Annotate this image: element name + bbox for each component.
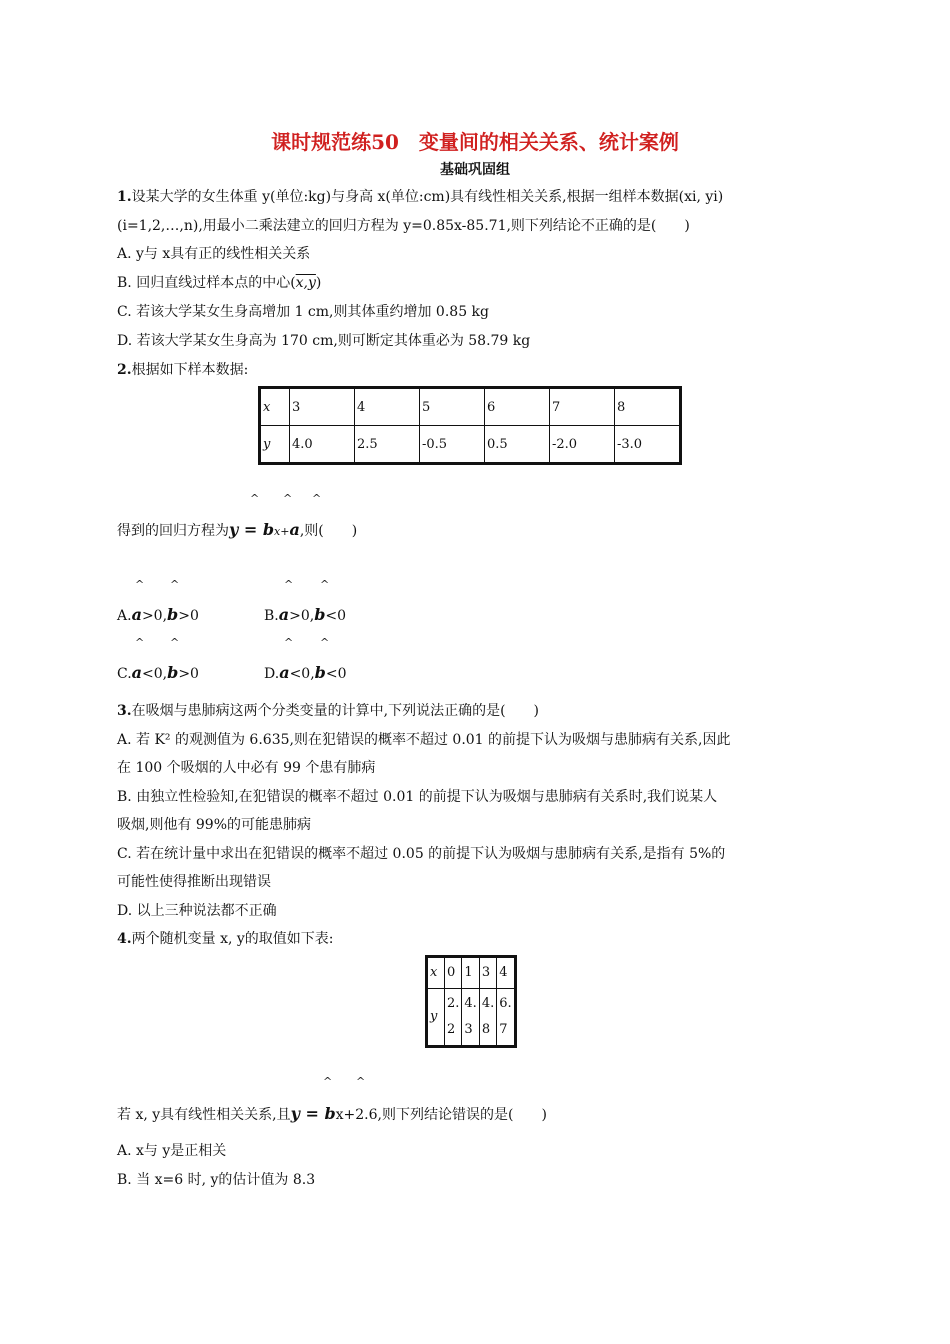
table-cell: 4 xyxy=(355,388,420,426)
hat-mark: ^ xyxy=(312,492,322,505)
table-cell: 6 xyxy=(485,388,550,426)
q2-option-c: C.a<0,b>0 xyxy=(117,663,199,682)
q1-stem-line1 xyxy=(117,188,723,206)
hat-mark: ^ xyxy=(250,492,260,505)
section-subtitle: 基础巩固组 xyxy=(440,162,510,178)
q3-option-b-line1: B. 由独立性检验知,在犯错误的概率不超过 0.01 的前提下认为吸烟与患肺病有关系时,我们说某人 xyxy=(117,789,718,805)
q4-eq-prefix: 若 x, y具有线性相关关系,且 xyxy=(117,1107,291,1123)
q2-eq-y: y xyxy=(229,520,239,539)
q4-eq-y: y xyxy=(290,1104,300,1123)
q1-option-a: A. y与 x具有正的线性相关关系 xyxy=(117,246,311,262)
table-cell: 0 xyxy=(445,957,462,989)
table-cell: 2.5 xyxy=(355,426,420,464)
q1-stem-tail: i, yi) xyxy=(691,189,724,205)
table-header-x: x xyxy=(427,957,445,989)
q3-option-b-line2: 吸烟,则他有 99%的可能患肺病 xyxy=(117,817,312,833)
table-header-x: x xyxy=(260,388,290,426)
q1-stem-line2: (i=1,2,…,n),用最小二乘法建立的回归方程为 y=0.85x-85.71,则下列结论不正确的是( ) xyxy=(117,218,690,234)
table-row-x xyxy=(427,957,516,989)
q1-option-b-text: B. 回归直线过样本点的中心( xyxy=(117,275,296,291)
table-cell: 5 xyxy=(420,388,485,426)
page-title: 课时规范练50 变量间的相关关系、统计案例 xyxy=(271,130,679,154)
table-row-y xyxy=(260,426,681,464)
q4-option-b: B. 当 x=6 时, y的估计值为 8.3 xyxy=(117,1172,316,1188)
q2-eq-b: b xyxy=(262,520,275,539)
table-row-x xyxy=(260,388,681,426)
table-cell: 2.2 xyxy=(445,989,462,1047)
q2-eq-equals: = xyxy=(238,520,263,539)
q4-stem-text: 两个随机变量 x, y的取值如下表: xyxy=(131,931,334,947)
q3-stem-text: 在吸烟与患肺病这两个分类变量的计算中,下列说法正确的是( ) xyxy=(131,703,539,719)
table-cell: -3.0 xyxy=(615,426,681,464)
q2-stem xyxy=(117,361,248,379)
hat-mark: ^ xyxy=(284,578,294,591)
table-cell: -2.0 xyxy=(550,426,615,464)
hat-mark: ^ xyxy=(320,578,330,591)
q1-option-b-center: x,y xyxy=(295,275,316,291)
hat-mark: ^ xyxy=(356,1075,366,1088)
q4-option-a: A. x与 y是正相关 xyxy=(117,1143,227,1159)
table-cell: 0.5 xyxy=(485,426,550,464)
q2-eq-suffix: ,则( ) xyxy=(299,523,358,539)
table-cell: 4.3 xyxy=(462,989,479,1047)
q2-equation-line xyxy=(117,521,357,541)
q3-option-a-line2: 在 100 个吸烟的人中必有 99 个患有肺病 xyxy=(117,760,376,776)
q2-eq-x: x+ xyxy=(274,525,290,538)
q4-data-table xyxy=(425,955,517,1048)
q4-stem xyxy=(117,930,334,948)
q2-number: 2. xyxy=(117,362,132,378)
q3-option-a-line1: A. 若 K² 的观测值为 6.635,则在犯错误的概率不超过 0.01 的前提下认为吸烟与患肺病有关系,因此 xyxy=(117,732,731,748)
q2-eq-a: a xyxy=(289,520,300,539)
hat-mark: ^ xyxy=(135,578,145,591)
hat-mark: ^ xyxy=(323,1075,333,1088)
table-cell: 4.8 xyxy=(479,989,496,1047)
q2-option-d: D.a<0,b<0 xyxy=(264,663,347,682)
hat-mark: ^ xyxy=(284,636,294,649)
q3-number: 3. xyxy=(117,703,132,719)
q4-number: 4. xyxy=(117,931,132,947)
table-cell: 4 xyxy=(497,957,515,989)
table-cell: 3 xyxy=(479,957,496,989)
q2-data-table xyxy=(258,386,682,465)
q2-option-a: A.a>0,b>0 xyxy=(117,605,199,624)
hat-mark: ^ xyxy=(320,636,330,649)
table-header-y: y xyxy=(427,989,445,1047)
table-cell: 4.0 xyxy=(290,426,355,464)
hat-mark: ^ xyxy=(135,636,145,649)
table-header-y: y xyxy=(260,426,290,464)
q2-stem-text: 根据如下样本数据: xyxy=(131,362,249,378)
q3-option-d: D. 以上三种说法都不正确 xyxy=(117,903,277,919)
q4-eq-equals: = xyxy=(299,1104,325,1123)
q2-eq-prefix: 得到的回归方程为 xyxy=(117,523,229,539)
q1-stem-text: 设某大学的女生体重 y(单位:kg)与身高 x(单位:cm)具有线性相关关系,根据一组样本数据(x xyxy=(131,189,692,205)
q2-option-b: B.a>0,b<0 xyxy=(264,605,347,624)
table-cell: 3 xyxy=(290,388,355,426)
table-cell: -0.5 xyxy=(420,426,485,464)
table-cell: 8 xyxy=(615,388,681,426)
q3-option-c-line1: C. 若在统计量中求出在犯错误的概率不超过 0.05 的前提下认为吸烟与患肺病有关系,是指有 5%的 xyxy=(117,846,726,862)
hat-mark: ^ xyxy=(170,578,180,591)
q4-eq-b: b xyxy=(324,1104,336,1123)
q3-option-c-line2: 可能性使得推断出现错误 xyxy=(117,874,271,890)
table-cell: 6.7 xyxy=(497,989,515,1047)
table-cell: 7 xyxy=(550,388,615,426)
q1-option-b: B. 回归直线过样本点的中心(x,y) xyxy=(117,275,322,291)
table-cell: 1 xyxy=(462,957,479,989)
q1-option-c: C. 若该大学某女生身高增加 1 cm,则其体重约增加 0.85 kg xyxy=(117,304,490,320)
q4-equation-line xyxy=(117,1105,547,1124)
q3-stem xyxy=(117,702,539,720)
hat-mark: ^ xyxy=(170,636,180,649)
q1-number: 1. xyxy=(117,189,132,205)
q4-eq-tail: x+2.6,则下列结论错误的是( ) xyxy=(335,1107,547,1123)
q1-option-d: D. 若该大学某女生身高为 170 cm,则可断定其体重必为 58.79 kg xyxy=(117,333,531,349)
hat-mark: ^ xyxy=(283,492,293,505)
table-row-y xyxy=(427,989,516,1047)
